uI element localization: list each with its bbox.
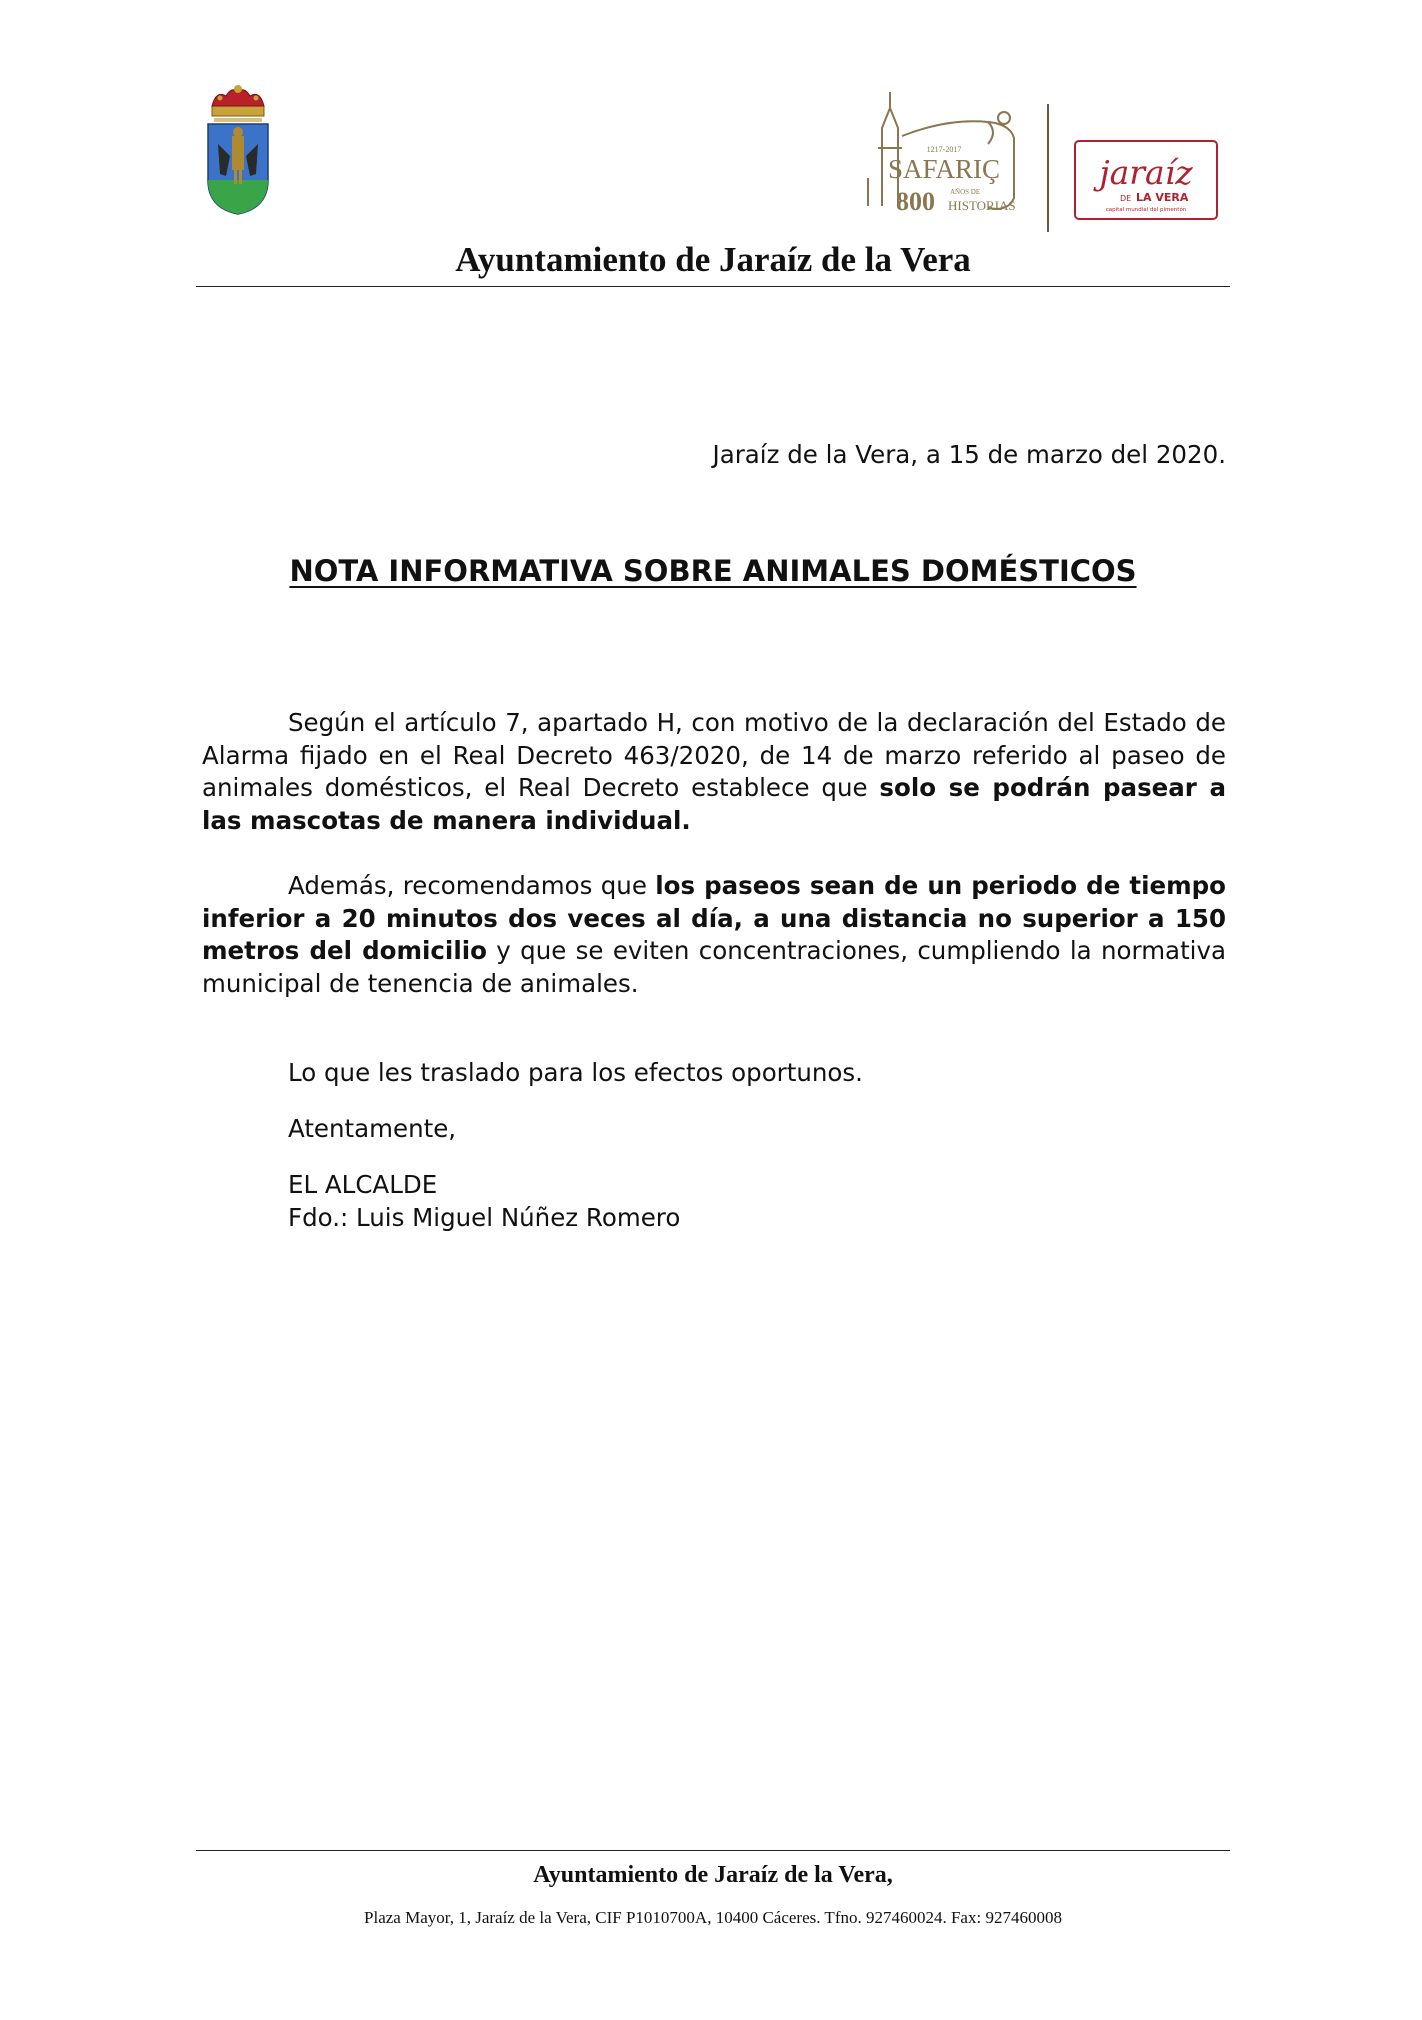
- document-title: NOTA INFORMATIVA SOBRE ANIMALES DOMÉSTICOS: [289, 554, 1137, 588]
- paragraph-1-text: Según el artículo 7, apartado H, con motivo de la declaración del Estado de Alarma fijado en el Real Decreto 463/2020, de 14 de marzo referido al paseo de animales domésticos, el Real Decreto establece que: [202, 708, 1226, 802]
- signer-name: Fdo.: Luis Miguel Núñez Romero: [288, 1203, 681, 1232]
- footer-title: Ayuntamiento de Jaraíz de la Vera,: [533, 1862, 893, 1888]
- jaraiz-logo-name: jaraíz: [1099, 153, 1193, 192]
- footer-address: Plaza Mayor, 1, Jaraíz de la Vera, CIF P1010700A, 10400 Cáceres. Tfno. 927460024. Fax: 927460008: [364, 1908, 1062, 1927]
- footer-divider: [196, 1850, 1230, 1851]
- safaric-logo-icon: [838, 88, 1042, 236]
- salutation: Atentamente,: [288, 1114, 457, 1143]
- document-date: Jaraíz de la Vera, a 15 de marzo del 2020.: [712, 440, 1226, 469]
- jaraiz-logo-la-vera: LA VERA: [1136, 191, 1189, 204]
- coat-of-arms-icon: [202, 84, 274, 216]
- paragraph-1: [202, 707, 1226, 837]
- safaric-years: 1217-2017: [926, 145, 962, 154]
- paragraph-2-text-start: Además, recomendamos que: [288, 871, 656, 900]
- logo-divider: [1047, 104, 1049, 232]
- paragraph-2-bold: los paseos sean de un periodo de tiempo inferior a 20 minutos dos veces al día, a una distancia no superior a 150 metros del domicilio: [202, 871, 1227, 965]
- paragraph-1-bold: solo se podrán pasear a las mascotas de manera individual.: [202, 773, 1227, 835]
- safaric-number: 800: [896, 187, 935, 216]
- paragraph-2: [202, 870, 1226, 1000]
- header-divider: [196, 286, 1230, 287]
- safaric-subtitle-bottom: HISTORIAS: [948, 198, 1016, 213]
- safaric-name: SAFARIÇ: [887, 154, 1001, 184]
- paragraph-2-text-end: y que se eviten concentraciones, cumpliendo la normativa municipal de tenencia de animales.: [202, 936, 1226, 998]
- closing-line: Lo que les traslado para los efectos oportunos.: [288, 1058, 863, 1087]
- jaraiz-logo-de: DE: [1120, 194, 1132, 203]
- jaraiz-logo-tagline: capital mundial del pimentón: [1105, 207, 1187, 213]
- signer-title: EL ALCALDE: [288, 1170, 438, 1199]
- header-title: Ayuntamiento de Jaraíz de la Vera: [455, 240, 971, 279]
- safaric-subtitle-top: AÑOS DE: [950, 188, 981, 196]
- jaraiz-logo-icon: [1074, 140, 1218, 220]
